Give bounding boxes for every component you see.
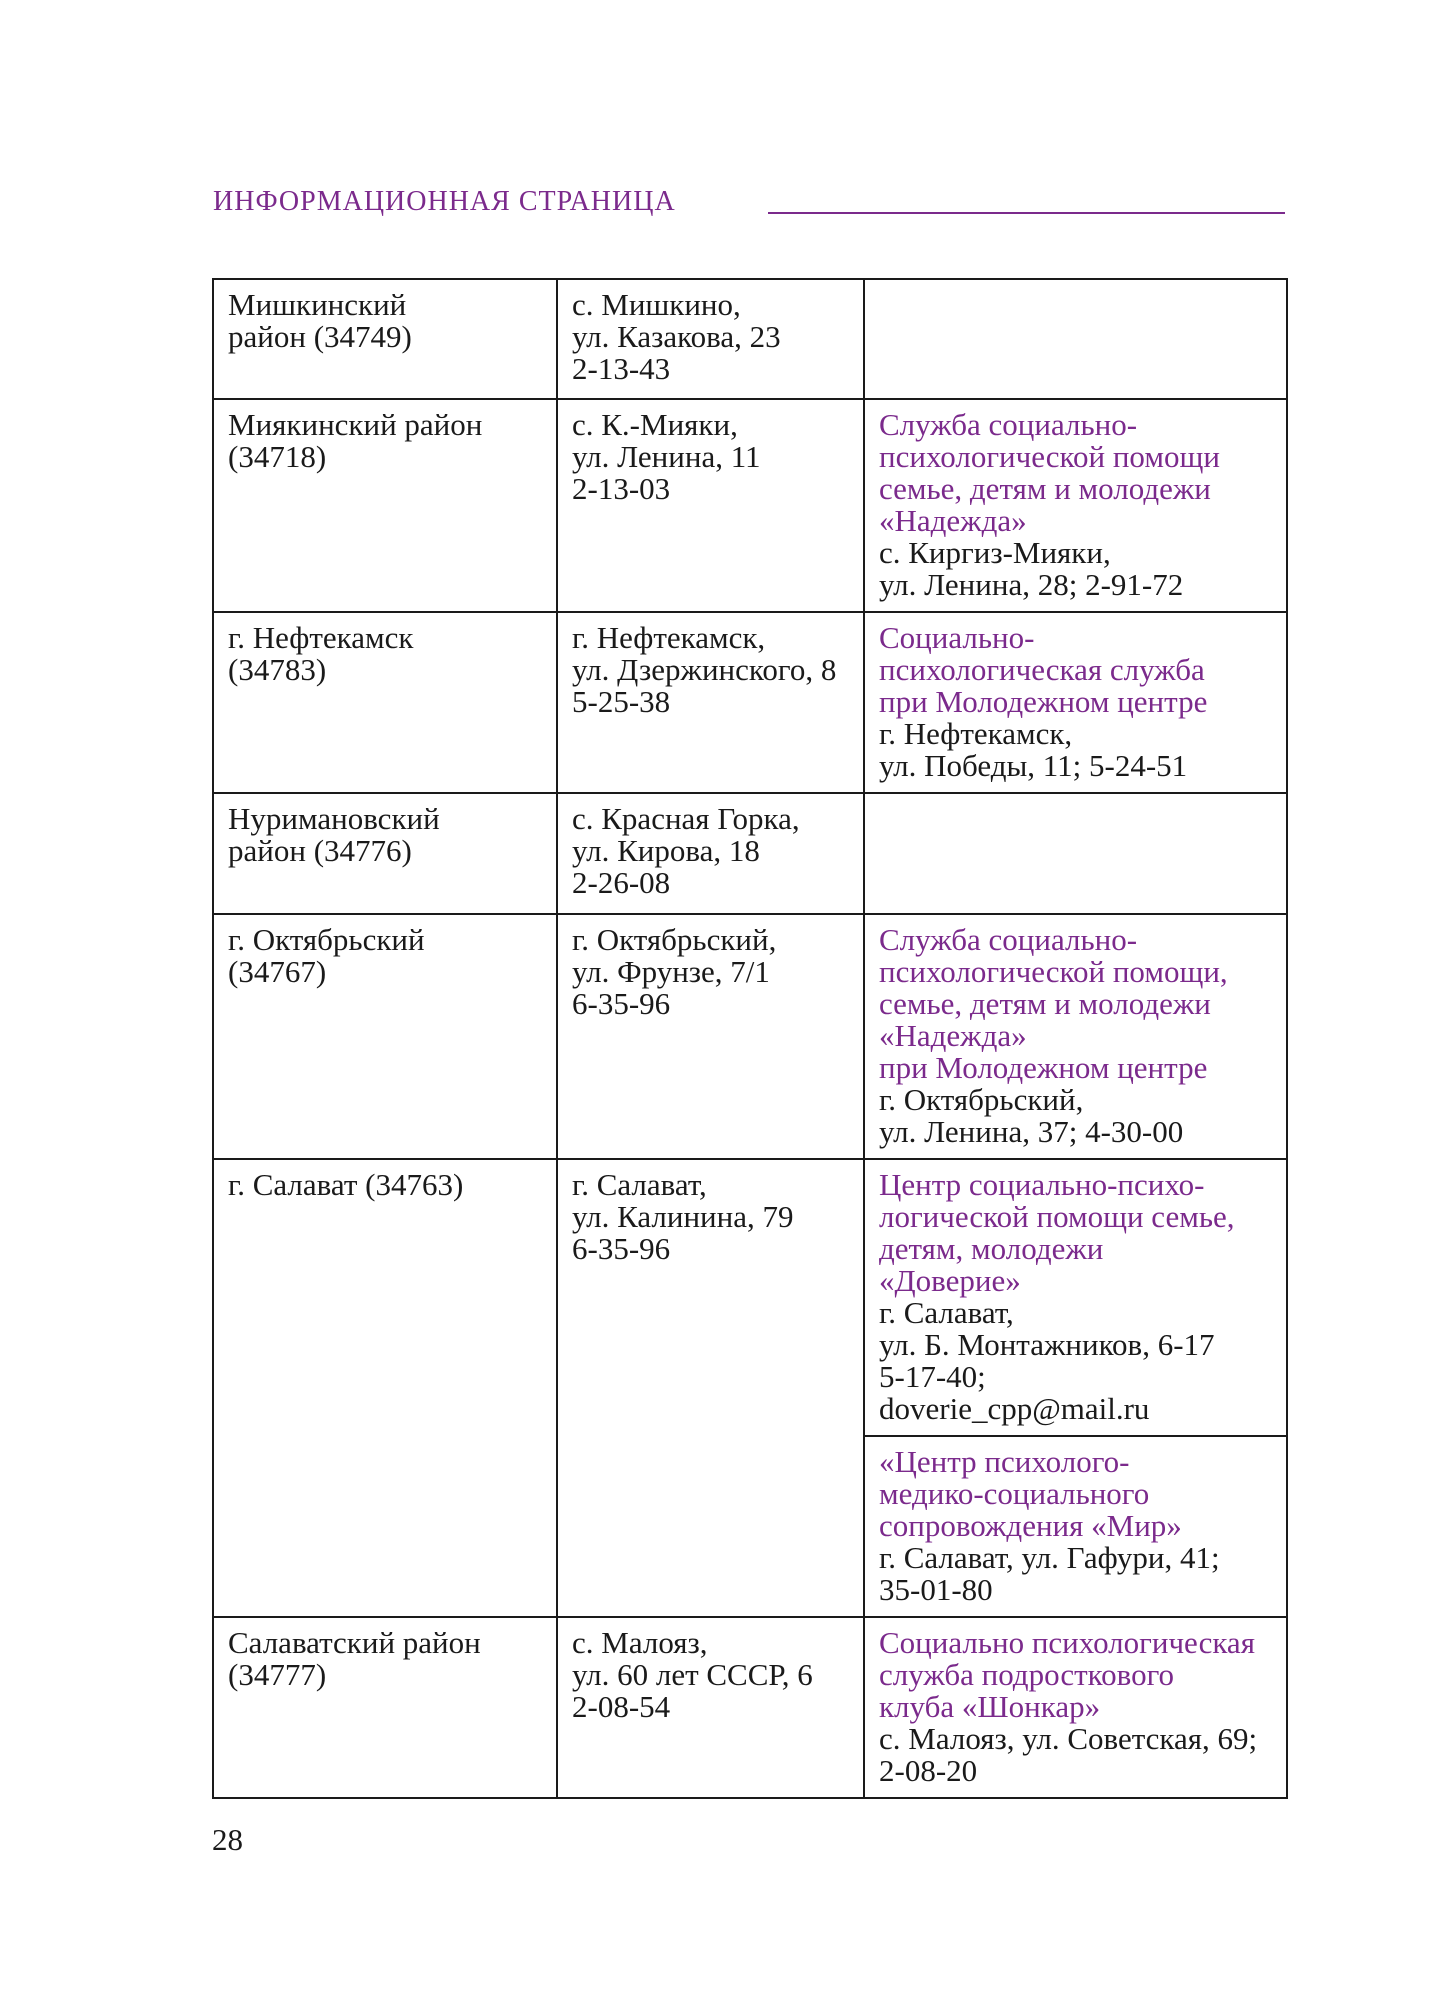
address-line: ул. Кирова, 18 bbox=[572, 833, 760, 868]
service-cell bbox=[864, 1617, 1287, 1798]
service-name: «Центр психолого- медико-социального сопровождения «Мир» bbox=[879, 1444, 1182, 1543]
district-line: (34767) bbox=[228, 954, 327, 989]
district-cell bbox=[213, 399, 557, 612]
service-cell bbox=[864, 914, 1287, 1159]
address-cell bbox=[557, 1159, 864, 1617]
table-row bbox=[213, 399, 1287, 612]
district-line: (34783) bbox=[228, 652, 327, 687]
service-cell-empty bbox=[864, 793, 1287, 914]
service-cell bbox=[864, 612, 1287, 793]
address-line: ул. 60 лет СССР, 6 bbox=[572, 1657, 813, 1692]
district-cell bbox=[213, 914, 557, 1159]
address-line: ул. Казакова, 23 bbox=[572, 319, 781, 354]
district-line: (34777) bbox=[228, 1657, 327, 1692]
phone-line: 2-08-54 bbox=[572, 1689, 671, 1724]
service-name: Центр социально-психо- логической помощи семье, детям, молодежи «Доверие» bbox=[879, 1167, 1235, 1298]
address-cell bbox=[557, 279, 864, 399]
address-line: с. Малояз, bbox=[572, 1625, 708, 1660]
phone-line: 2-13-43 bbox=[572, 351, 671, 386]
page-number: 28 bbox=[212, 1822, 243, 1857]
directory-table bbox=[212, 278, 1288, 1799]
address-cell bbox=[557, 914, 864, 1159]
district-line: Мишкинский bbox=[228, 287, 407, 322]
phone-line: 6-35-96 bbox=[572, 986, 671, 1021]
address-line: г. Нефтекамск, bbox=[572, 620, 766, 655]
district-line: район (34776) bbox=[228, 833, 412, 868]
table-row bbox=[213, 1617, 1287, 1798]
address-cell bbox=[557, 399, 864, 612]
address-line: с. Мишкино, bbox=[572, 287, 741, 322]
service-address: с. Киргиз-Мияки, ул. Ленина, 28; 2-91-72 bbox=[879, 535, 1184, 602]
table-row bbox=[213, 914, 1287, 1159]
service-name: Социально- психологическая служба при Молодежном центре bbox=[879, 620, 1208, 719]
table-row bbox=[213, 279, 1287, 399]
table-row bbox=[213, 612, 1287, 793]
district-line: Нуримановский bbox=[228, 801, 440, 836]
address-line: г. Октябрьский, bbox=[572, 922, 777, 957]
service-address: г. Октябрьский, ул. Ленина, 37; 4-30-00 bbox=[879, 1082, 1184, 1149]
district-line: Миякинский район bbox=[228, 407, 483, 442]
address-cell bbox=[557, 1617, 864, 1798]
service-address: с. Малояз, ул. Советская, 69; 2-08-20 bbox=[879, 1721, 1258, 1788]
phone-line: 2-13-03 bbox=[572, 471, 671, 506]
service-address: г. Нефтекамск, ул. Победы, 11; 5-24-51 bbox=[879, 716, 1188, 783]
phone-line: 5-25-38 bbox=[572, 684, 671, 719]
district-cell bbox=[213, 612, 557, 793]
district-cell bbox=[213, 1159, 557, 1617]
service-name: Служба социально- психологической помощи, семье, детям и молодежи «Надежда» при Молодежном центре bbox=[879, 922, 1228, 1085]
district-line: (34718) bbox=[228, 439, 327, 474]
table-row bbox=[213, 1159, 1287, 1436]
district-cell bbox=[213, 279, 557, 399]
table-row bbox=[213, 793, 1287, 914]
service-address: г. Салават, ул. Б. Монтажников, 6-17 5-17-40; doverie_cpp@mail.ru bbox=[879, 1295, 1215, 1426]
header-rule bbox=[768, 212, 1285, 214]
district-line: г. Салават (34763) bbox=[228, 1167, 464, 1202]
district-line: г. Октябрьский bbox=[228, 922, 425, 957]
address-line: ул. Фрунзе, 7/1 bbox=[572, 954, 770, 989]
service-cell bbox=[864, 399, 1287, 612]
service-name: Социально психологическая служба подросткового клуба «Шонкар» bbox=[879, 1625, 1255, 1724]
service-cell bbox=[864, 1436, 1287, 1617]
address-cell bbox=[557, 612, 864, 793]
district-cell bbox=[213, 1617, 557, 1798]
address-line: ул. Калинина, 79 bbox=[572, 1199, 794, 1234]
address-line: ул. Ленина, 11 bbox=[572, 439, 761, 474]
service-cell-empty bbox=[864, 279, 1287, 399]
district-cell bbox=[213, 793, 557, 914]
address-line: ул. Дзержинского, 8 bbox=[572, 652, 837, 687]
address-cell bbox=[557, 793, 864, 914]
phone-line: 6-35-96 bbox=[572, 1231, 671, 1266]
district-line: район (34749) bbox=[228, 319, 412, 354]
address-line: с. К.-Мияки, bbox=[572, 407, 738, 442]
address-line: г. Салават, bbox=[572, 1167, 707, 1202]
page-header-title: ИНФОРМАЦИОННАЯ СТРАНИЦА bbox=[213, 186, 676, 217]
service-name: Служба социально- психологической помощи семье, детям и молодежи «Надежда» bbox=[879, 407, 1220, 538]
district-line: г. Нефтекамск bbox=[228, 620, 414, 655]
phone-line: 2-26-08 bbox=[572, 865, 671, 900]
service-address: г. Салават, ул. Гафури, 41; 35-01-80 bbox=[879, 1540, 1220, 1607]
address-line: с. Красная Горка, bbox=[572, 801, 800, 836]
district-line: Салаватский район bbox=[228, 1625, 481, 1660]
service-cell bbox=[864, 1159, 1287, 1436]
